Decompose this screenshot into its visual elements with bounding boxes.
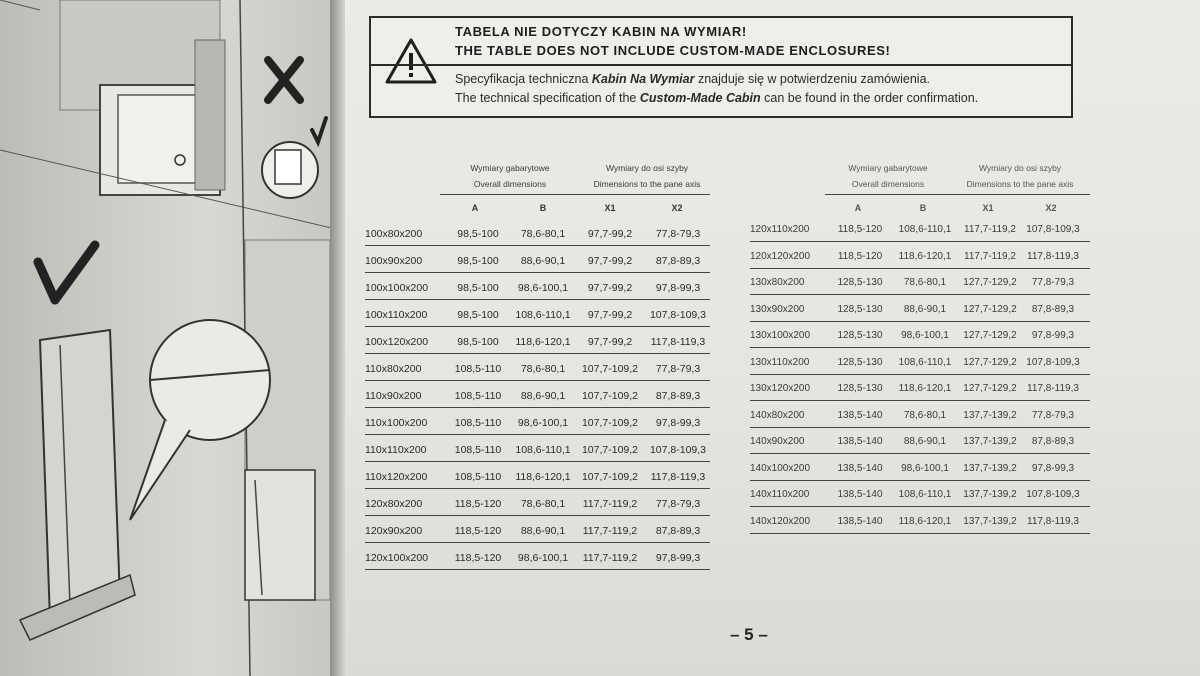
pane-axis-header: Wymiary do osi szyby Dimensions to the pane axis: [593, 163, 701, 189]
b-cell: 78,6-80,1: [903, 409, 947, 421]
row-divider: [365, 407, 710, 408]
x1-cell: 117,7-119,2: [964, 250, 1016, 262]
row-divider: [750, 347, 1090, 348]
x1-cell: 97,7-99,2: [587, 336, 633, 348]
b-cell: 78,6-80,1: [520, 498, 566, 510]
b-cell: 98,6-100,1: [901, 462, 949, 474]
a-cell: 138,5-140: [837, 489, 883, 500]
x2-cell: 117,8-119,3: [650, 336, 706, 348]
b-cell: 88,6-90,1: [520, 390, 566, 402]
x2-cell: 77,8-79,3: [655, 363, 701, 375]
b-cell: 88,6-90,1: [520, 525, 566, 537]
x1-cell: 137,7-139,2: [963, 409, 1017, 421]
warning-heading-en: THE TABLE DOES NOT INCLUDE CUSTOM-MADE ENCLOSURES!: [455, 43, 891, 58]
column-header-x2: X2: [671, 203, 683, 213]
warning-box: [369, 16, 1073, 118]
a-cell: 138,5-140: [837, 515, 883, 527]
a-cell: 118,5-120: [454, 498, 502, 510]
b-cell: 108,6-110,1: [515, 309, 571, 321]
a-cell: 128,5-130: [837, 303, 883, 315]
b-cell: 88,6-90,1: [520, 255, 566, 267]
installation-illustration: [0, 0, 340, 676]
b-cell: 78,6-80,1: [903, 277, 947, 288]
column-header-x1: X1: [604, 203, 616, 213]
x2-cell: 77,8-79,3: [655, 498, 701, 510]
size-cell: 130x80x200: [750, 277, 805, 288]
b-cell: 78,6-80,1: [520, 363, 566, 375]
a-cell: 98,5-100: [457, 255, 499, 267]
row-divider: [365, 353, 710, 354]
a-cell: 138,5-140: [837, 409, 883, 421]
row-divider: [750, 294, 1090, 295]
row-divider: [365, 326, 710, 327]
x1-cell: 107,7-109,2: [581, 444, 639, 456]
x2-cell: 97,8-99,3: [655, 417, 701, 429]
b-cell: 108,6-110,1: [898, 224, 952, 235]
size-cell: 140x100x200: [750, 462, 811, 474]
size-cell: 110x100x200: [365, 417, 428, 429]
x1-cell: 127,7-129,2: [963, 356, 1017, 368]
x1-cell: 127,7-129,2: [963, 383, 1017, 394]
b-cell: 108,6-110,1: [898, 356, 952, 368]
size-cell: 120x110x200: [750, 224, 810, 235]
b-cell: 108,6-110,1: [515, 444, 571, 456]
warning-text-pl: Specyfikacja techniczna Kabin Na Wymiar znajduje się w potwierdzeniu zamówienia.: [455, 72, 931, 86]
a-cell: 118,5-120: [454, 552, 502, 564]
b-cell: 88,6-90,1: [903, 303, 947, 315]
a-cell: 98,5-100: [457, 228, 499, 240]
row-divider: [750, 427, 1090, 428]
x1-cell: 117,7-119,2: [964, 224, 1016, 235]
x1-cell: 127,7-129,2: [963, 303, 1017, 315]
x2-cell: 87,8-89,3: [1031, 303, 1075, 315]
x1-cell: 127,7-129,2: [963, 330, 1017, 341]
b-cell: 118,6-120,1: [515, 471, 571, 483]
b-cell: 98,6-100,1: [517, 417, 569, 429]
x1-cell: 117,7-119,2: [582, 498, 638, 510]
x1-cell: 117,7-119,2: [582, 552, 638, 564]
size-cell: 120x100x200: [365, 552, 429, 564]
x2-cell: 97,8-99,3: [1031, 330, 1075, 341]
size-cell: 110x90x200: [365, 390, 422, 402]
b-cell: 78,6-80,1: [520, 228, 566, 240]
x2-cell: 117,8-119,3: [1027, 383, 1079, 394]
size-cell: 140x110x200: [750, 489, 810, 500]
x2-cell: 107,8-109,3: [1026, 489, 1080, 500]
x2-cell: 117,8-119,3: [650, 471, 706, 483]
size-cell: 120x120x200: [750, 250, 811, 262]
row-divider: [750, 400, 1090, 401]
row-divider: [365, 434, 710, 435]
row-divider: [750, 241, 1090, 242]
row-divider: [365, 272, 710, 273]
a-cell: 108,5-110: [454, 390, 502, 402]
x1-cell: 107,7-109,2: [581, 390, 639, 402]
pane-axis-header: Wymiary do osi szyby Dimensions to the pane axis: [966, 163, 1074, 189]
x2-cell: 107,8-109,3: [649, 444, 707, 456]
x2-cell: 87,8-89,3: [655, 525, 701, 537]
x1-cell: 137,7-139,2: [963, 489, 1017, 500]
a-cell: 108,5-110: [454, 363, 502, 375]
x2-cell: 117,8-119,3: [1027, 515, 1079, 527]
size-cell: 120x80x200: [365, 498, 423, 510]
size-cell: 110x120x200: [365, 471, 428, 483]
size-cell: 130x120x200: [750, 383, 811, 394]
size-cell: 100x110x200: [365, 309, 428, 321]
warning-text-en: The technical specification of the Custom-Made Cabin can be found in the order confirmation.: [455, 91, 979, 105]
row-divider: [365, 380, 710, 381]
warning-heading-pl: TABELA NIE DOTYCZY KABIN NA WYMIAR!: [455, 24, 747, 39]
a-cell: 108,5-110: [454, 417, 502, 429]
x2-cell: 87,8-89,3: [1031, 436, 1075, 447]
column-header-b: B: [919, 203, 927, 213]
a-cell: 108,5-110: [454, 471, 502, 483]
a-cell: 128,5-130: [837, 277, 883, 288]
x1-cell: 107,7-109,2: [581, 363, 639, 375]
row-divider: [365, 299, 710, 300]
a-cell: 108,5-110: [454, 444, 502, 456]
b-cell: 98,6-100,1: [901, 330, 949, 341]
column-header-x2: X2: [1045, 203, 1057, 213]
column-header-x1: X1: [982, 203, 994, 213]
size-cell: 110x110x200: [365, 444, 427, 456]
left-page-illustrations: [0, 0, 340, 676]
x1-cell: 137,7-139,2: [963, 515, 1017, 527]
page-number: – 5 –: [730, 625, 768, 644]
size-cell: 100x80x200: [365, 228, 423, 240]
x1-cell: 97,7-99,2: [587, 282, 633, 294]
b-cell: 118,6-120,1: [515, 336, 571, 348]
x2-cell: 77,8-79,3: [1031, 277, 1075, 288]
x1-cell: 137,7-139,2: [963, 436, 1017, 447]
row-divider: [750, 480, 1090, 481]
right-page: [345, 0, 1200, 676]
a-cell: 118,5-120: [837, 250, 883, 262]
a-cell: 128,5-130: [837, 330, 883, 341]
size-cell: 100x100x200: [365, 282, 429, 294]
a-cell: 128,5-130: [837, 383, 883, 394]
overall-dimensions-header: Wymiary gabarytowe Overall dimensions: [848, 163, 928, 189]
x2-cell: 87,8-89,3: [655, 390, 701, 402]
x2-cell: 107,8-109,3: [1026, 224, 1080, 235]
row-divider: [750, 268, 1090, 269]
size-cell: 100x90x200: [365, 255, 423, 267]
x2-cell: 97,8-99,3: [1031, 462, 1075, 474]
x2-cell: 107,8-109,3: [649, 309, 707, 321]
row-divider: [365, 569, 710, 570]
b-cell: 108,6-110,1: [898, 489, 952, 500]
warning-triangle-icon: [383, 36, 439, 88]
row-divider: [750, 506, 1090, 507]
x2-cell: 87,8-89,3: [655, 255, 701, 267]
size-cell: 110x80x200: [365, 363, 422, 375]
a-cell: 98,5-100: [457, 336, 499, 348]
x2-cell: 77,8-79,3: [655, 228, 701, 240]
x1-cell: 97,7-99,2: [587, 255, 633, 267]
b-cell: 118,6-120,1: [898, 515, 952, 527]
row-divider: [365, 461, 710, 462]
header-rule: [440, 194, 710, 195]
b-cell: 118,6-120,1: [898, 383, 952, 394]
header-rule: [825, 194, 1090, 195]
column-header-b: B: [539, 203, 547, 213]
a-cell: 118,5-120: [454, 525, 502, 537]
size-cell: 130x110x200: [750, 356, 810, 368]
b-cell: 118,6-120,1: [898, 250, 952, 262]
x1-cell: 97,7-99,2: [587, 228, 633, 240]
x2-cell: 97,8-99,3: [655, 552, 701, 564]
row-divider: [750, 374, 1090, 375]
warning-divider: [371, 64, 1071, 66]
overall-dimensions-header: Wymiary gabarytowe Overall dimensions: [470, 163, 550, 189]
x2-cell: 77,8-79,3: [1031, 409, 1075, 421]
a-cell: 138,5-140: [837, 462, 883, 474]
size-cell: 140x90x200: [750, 436, 805, 447]
row-divider: [365, 488, 710, 489]
row-divider: [365, 542, 710, 543]
a-cell: 128,5-130: [837, 356, 883, 368]
row-divider: [365, 245, 710, 246]
row-divider: [365, 515, 710, 516]
row-divider: [750, 453, 1090, 454]
x1-cell: 117,7-119,2: [582, 525, 638, 537]
b-cell: 88,6-90,1: [903, 436, 947, 447]
size-cell: 120x90x200: [365, 525, 423, 537]
x1-cell: 127,7-129,2: [963, 277, 1017, 288]
x1-cell: 107,7-109,2: [581, 417, 639, 429]
x1-cell: 107,7-109,2: [581, 471, 639, 483]
a-cell: 118,5-120: [837, 224, 883, 235]
a-cell: 98,5-100: [457, 309, 499, 321]
x2-cell: 97,8-99,3: [655, 282, 701, 294]
a-cell: 98,5-100: [457, 282, 499, 294]
size-cell: 130x100x200: [750, 330, 811, 341]
b-cell: 98,6-100,1: [517, 552, 569, 564]
row-divider: [750, 533, 1090, 534]
x2-cell: 117,8-119,3: [1027, 250, 1079, 262]
size-cell: 140x80x200: [750, 409, 805, 421]
row-divider: [750, 321, 1090, 322]
b-cell: 98,6-100,1: [517, 282, 569, 294]
x1-cell: 97,7-99,2: [587, 309, 633, 321]
size-cell: 100x120x200: [365, 336, 429, 348]
column-header-a: A: [471, 203, 479, 213]
size-cell: 130x90x200: [750, 303, 805, 315]
column-header-a: A: [854, 203, 862, 213]
a-cell: 138,5-140: [837, 436, 883, 447]
x2-cell: 107,8-109,3: [1026, 356, 1080, 368]
x1-cell: 137,7-139,2: [963, 462, 1017, 474]
size-cell: 140x120x200: [750, 515, 811, 527]
